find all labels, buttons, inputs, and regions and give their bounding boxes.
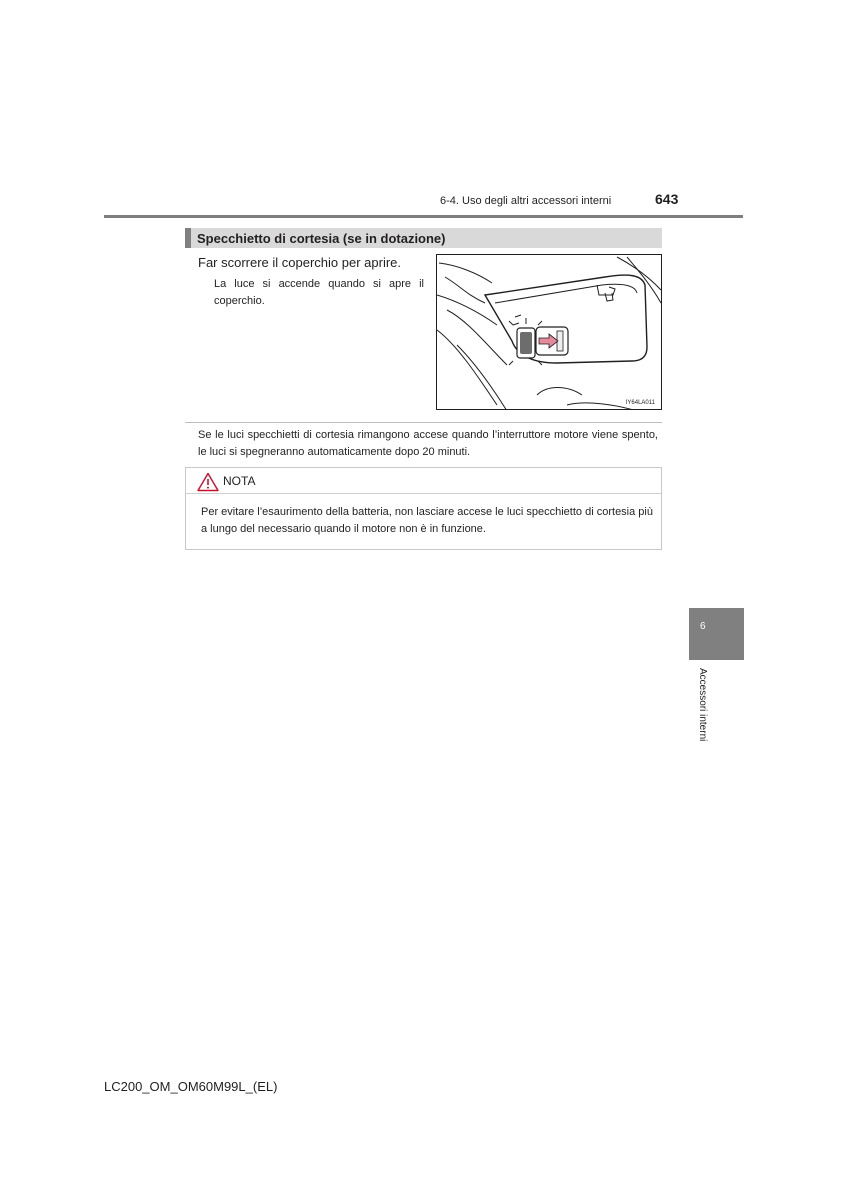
figure-code: IY64LA011 — [625, 400, 655, 406]
info-paragraph: Se le luci specchietti di cortesia rimangono accese quando l’interruttore motore viene spento, le luci si spegneranno automaticamente dopo 20 minuti. — [198, 429, 658, 458]
nota-box — [185, 467, 662, 550]
chapter-label: Accessori interni — [697, 668, 708, 742]
instruction-text: Far scorrere il coperchio per aprire. — [198, 255, 402, 270]
nota-label: NOTA — [223, 474, 256, 488]
header-section-title: 6-4. Uso degli altri accessori interni — [440, 195, 612, 207]
page-number: 643 — [655, 191, 679, 207]
section-heading-accent — [185, 228, 191, 248]
chapter-number: 6 — [700, 621, 706, 632]
header-rule — [104, 215, 743, 218]
footer-code: LC200_OM_OM60M99L_(EL) — [104, 1079, 278, 1094]
sub-note-text: La luce si accende quando si apre il coperchio. — [214, 278, 424, 307]
chapter-tab — [689, 608, 744, 660]
sun-visor-figure — [436, 254, 662, 410]
sun-visor-illustration — [437, 255, 662, 410]
nota-header — [186, 468, 661, 494]
section-title: Specchietto di cortesia (se in dotazione) — [197, 231, 446, 246]
warning-icon — [197, 472, 219, 492]
divider — [185, 422, 662, 423]
nota-text: Per evitare l’esaurimento della batteria, non lasciare accese le luci specchietto di cortesia più a lungo del necessario quando il motore non è in funzione. — [201, 506, 653, 535]
